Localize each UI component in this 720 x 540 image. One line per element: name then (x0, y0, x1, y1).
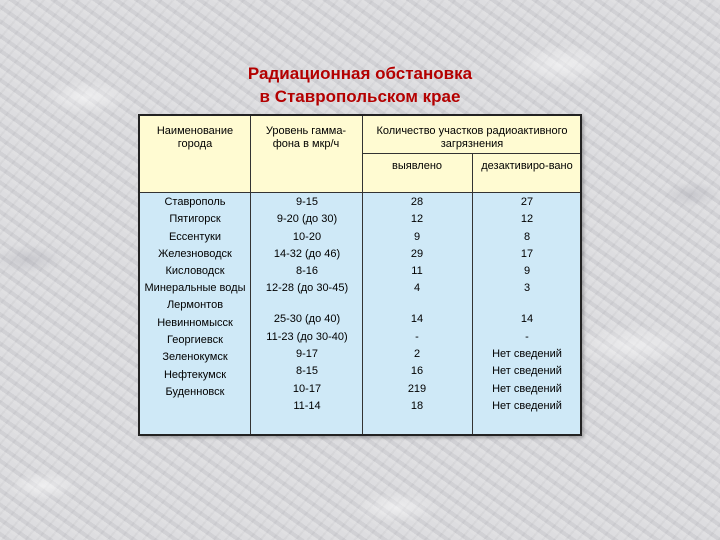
cell-found: - (415, 330, 419, 343)
cell-decontaminated: 27 (520, 196, 534, 208)
cell-gamma: 25-30 (до 40) (273, 313, 341, 326)
cell-gamma: 10-17 (292, 382, 322, 395)
cell-decontaminated: 14 (520, 313, 534, 326)
radiation-table (138, 114, 582, 436)
cell-found: 18 (410, 399, 424, 412)
cell-decontaminated: 3 (523, 282, 531, 295)
header-gamma: Уровень гамма-фона в мкр/ч (265, 125, 347, 150)
cell-gamma: 9-15 (295, 196, 319, 208)
cell-city: Ставрополь (164, 196, 226, 208)
row-spacer (364, 298, 470, 312)
cell-decontaminated: - (525, 330, 529, 343)
cell-gamma: 14-32 (до 46) (273, 247, 341, 260)
cell-city: Георгиевск (167, 334, 223, 347)
cell-found: 2 (413, 348, 421, 361)
cell-decontaminated: Нет сведений (492, 348, 562, 361)
cell-decontaminated: 9 (523, 265, 531, 278)
cell-city: Пятигорск (169, 213, 221, 226)
cell-found: 14 (410, 313, 424, 326)
row-spacer (253, 298, 361, 312)
row-divider (362, 153, 580, 154)
header-bottom-line (140, 192, 580, 193)
column-gamma (253, 194, 361, 415)
cell-decontaminated: 17 (520, 247, 534, 260)
cell-city: Невинномысск (157, 316, 233, 329)
cell-found: 9 (413, 230, 421, 243)
header-found: выявлено (391, 160, 443, 172)
cell-gamma: 8-15 (295, 365, 319, 378)
header-city: Наименование города (156, 125, 234, 150)
column-city (142, 194, 248, 401)
cell-gamma: 12-28 (до 30-45) (265, 282, 349, 295)
cell-found: 28 (410, 196, 424, 208)
cell-city: Железноводск (158, 247, 232, 260)
column-divider (362, 116, 363, 434)
header-decontaminated: дезактивиро-вано (481, 160, 573, 172)
cell-gamma: 11-23 (до 30-40) (266, 330, 348, 343)
cell-gamma: 11-14 (293, 399, 321, 412)
cell-city: Буденновск (165, 385, 225, 398)
cell-city: Нефтекумск (163, 368, 227, 381)
cell-gamma: 8-16 (295, 265, 319, 278)
cell-gamma: 10-20 (292, 230, 322, 243)
column-decontaminated (474, 194, 580, 415)
header-sites: Количество участков радиоактивного загрязнения (376, 125, 568, 150)
cell-city: Кисловодск (165, 265, 225, 278)
cell-decontaminated: 12 (520, 213, 534, 226)
column-found (364, 194, 470, 415)
row-spacer (474, 298, 580, 312)
title-line-2: в Ставропольском крае (259, 87, 461, 106)
cell-gamma: 9-17 (295, 348, 319, 361)
cell-decontaminated: Нет сведений (492, 382, 562, 395)
cell-found: 4 (413, 282, 421, 295)
cell-city: Зеленокумск (162, 351, 228, 364)
cell-city: Ессентуки (168, 230, 222, 243)
column-divider (250, 116, 251, 434)
cell-decontaminated: Нет сведений (492, 365, 562, 378)
cell-decontaminated: Нет сведений (492, 399, 562, 412)
cell-found: 11 (411, 265, 423, 278)
cell-city: Лермонтов (166, 299, 224, 312)
cell-gamma: 9-20 (до 30) (276, 213, 338, 226)
column-divider (472, 153, 473, 434)
slide-title (160, 62, 560, 108)
cell-found: 16 (410, 365, 424, 378)
cell-found: 219 (407, 382, 427, 395)
cell-found: 29 (410, 247, 424, 260)
title-line-1: Радиационная обстановка (247, 64, 473, 83)
cell-city: Минеральные воды (144, 282, 246, 295)
cell-decontaminated: 8 (523, 230, 531, 243)
cell-found: 12 (410, 213, 424, 226)
